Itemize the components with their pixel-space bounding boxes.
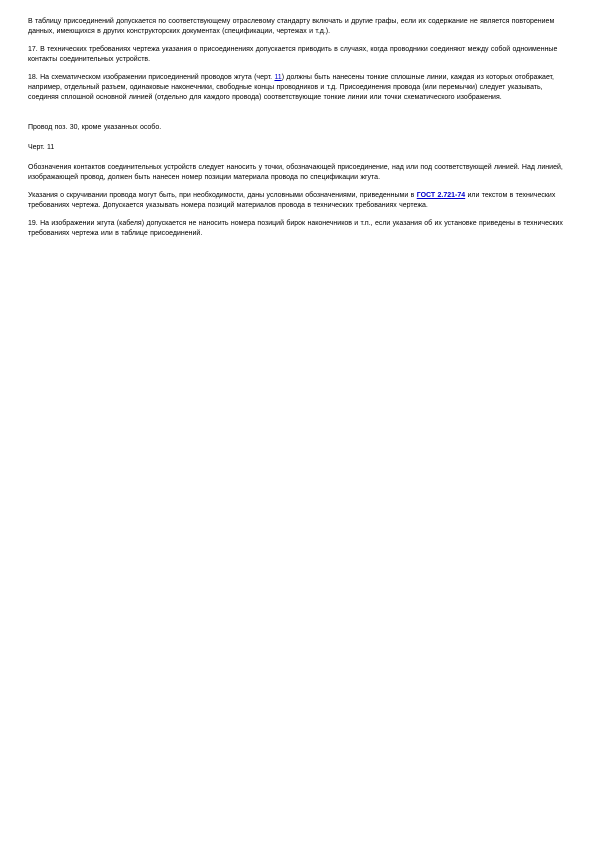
drawing-11-label: Черт. 11 — [28, 144, 55, 151]
paragraph-18-text-start: 18. На схематическом изображении присоединений проводов жгута (черт. — [28, 74, 275, 81]
paragraph-contact-designations: Обозначения контактов соединительных устройств следует наносить у точки, обозначающей присоединение, над или под соответствующей линией. Над линией, изображающей провод, должен быть нанесен номер позиции материала провода по спецификации жгута. — [28, 164, 563, 181]
drawing-11-link[interactable]: 11 — [274, 74, 282, 81]
paragraph-wire-twisting — [28, 191, 563, 211]
paragraph-connection-table-columns: В таблицу присоединений допускается по соответствующему отраслевому стандарту включать и другие графы, если их содержание не является повторением данных, имеющихся в других конструкторских документах (спецификации, чертежах и т.д.). — [28, 18, 555, 35]
paragraph-18-harness-schematic — [28, 73, 563, 103]
gost-2-721-74-link[interactable]: ГОСТ 2.721-74 — [416, 192, 466, 199]
paragraph-twisting-text-end: или текстом в технических требованиях чертежа. Допускается указывать номера позиций материалов провода в технических требованиях чертежа. — [28, 192, 556, 209]
paragraph-17-connection-notes: 17. В технических требованиях чертежа указания о присоединениях допускается приводить в случаях, когда проводники соединяют между собой одноименные контакты соединительных устройств. — [28, 46, 558, 63]
drawing-caption-wire-position: Провод поз. 30, кроме указанных особо. — [28, 124, 162, 131]
paragraph-19-harness-tags: 19. На изображении жгута (кабеля) допускается не наносить номера позиций бирок наконечников и т.п., если указания об их установке приведены в технических требованиях чертежа или в таблице присоединений. — [28, 220, 563, 237]
paragraph-twisting-text-start: Указания о скручивании провода могут быть, при необходимости, даны условными обозначениями, приведенными в — [28, 192, 417, 199]
paragraph-18-text-end: ) должны быть нанесены тонкие сплошные линии, каждая из которых отображает, например, отдельный разъем, одинаковые наконечники, свободные концы проводников и т.д. Присоединения провода (или перемычки) следует указывать, соединяя сплошной основной линией (отдельно для каждого провода) соответствующие тонкие линии или точки схематического изображения. — [28, 74, 554, 101]
